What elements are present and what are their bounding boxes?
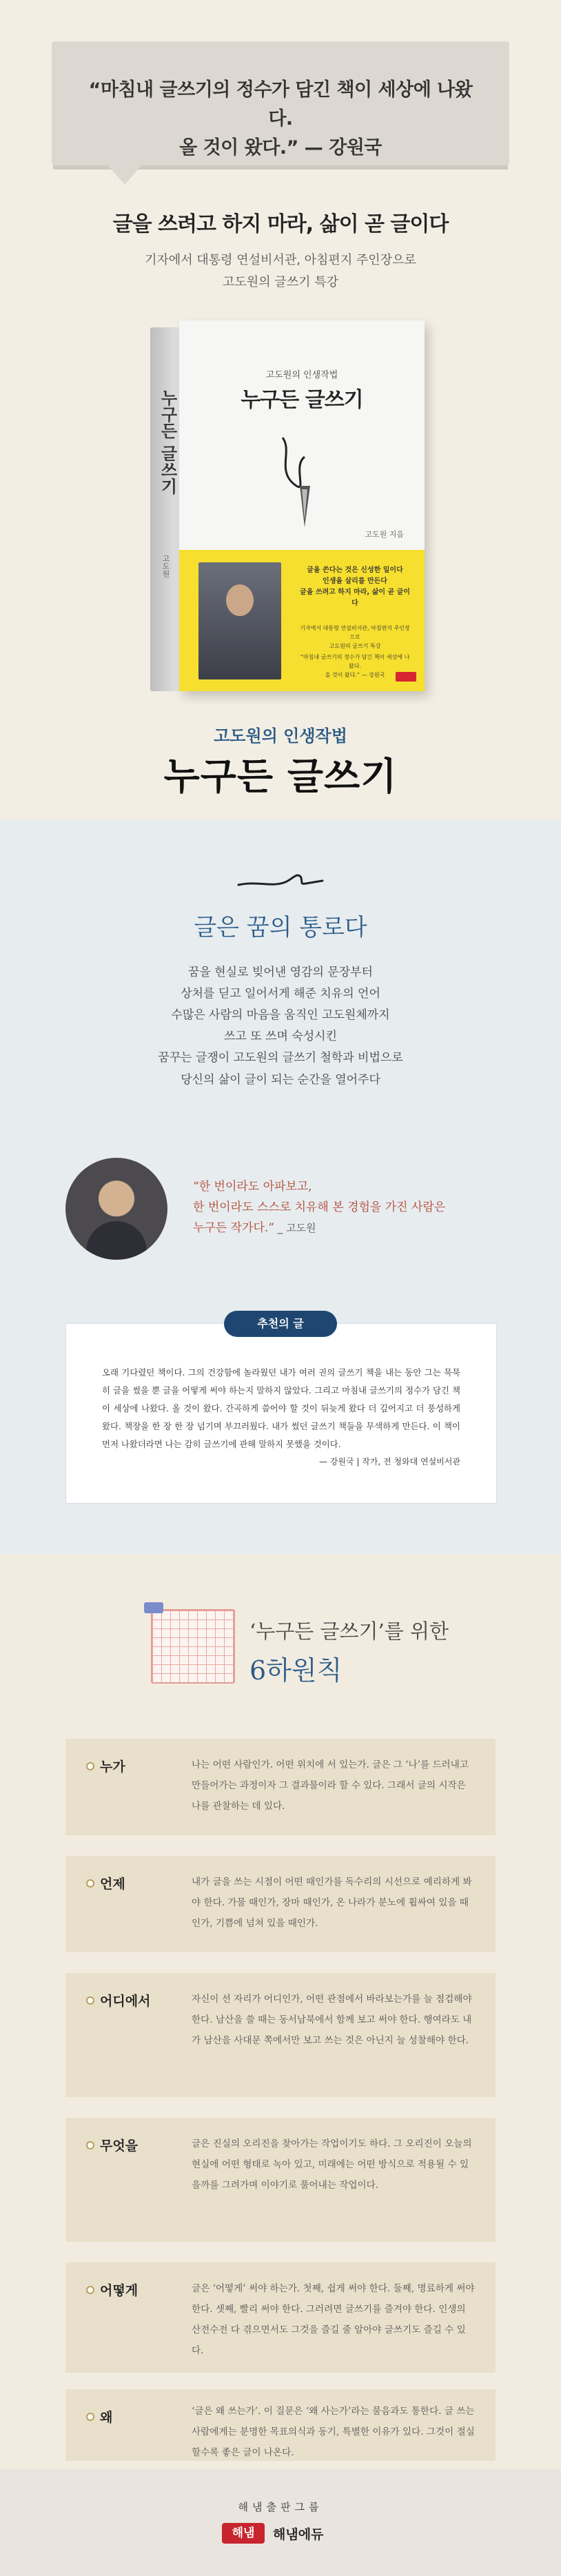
author-quote (65, 1158, 500, 1268)
clip-icon (144, 1602, 163, 1613)
rules-section (0, 1554, 561, 2469)
author-photo (198, 562, 281, 679)
headline-sub-line2: 고도원의 글쓰기 특강 (223, 274, 338, 289)
band-small-line1: 기자에서 대통령 연설비서관, 아침편지 주인장으로 (300, 625, 410, 640)
spine-title: 누구든 글쓰기 (158, 389, 177, 495)
recommendation-card (65, 1323, 497, 1504)
cover-title: 누구든 글쓰기 (241, 388, 363, 412)
hero-section (0, 0, 561, 820)
dream-line: 꿈꾸는 글쟁이 고도원의 글쓰기 철학과 비법으로 (158, 1051, 403, 1065)
rule-text: 내가 글을 쓰는 시점이 어떤 때인가를 독수리의 시선으로 예리하게 봐야 한다. 가물 때인가, 장마 때인가, 온 나라가 분노에 휩싸여 있을 때인가, 기쁨에 넘쳐 있을 때인가. (192, 1877, 472, 1929)
dream-line: 꿈을 현실로 빚어낸 영감의 문장부터 (188, 965, 373, 979)
book-subtitle: 고도원의 인생작법 (214, 726, 347, 746)
rules-title-line2: 6하원칙 (249, 1655, 343, 1686)
rule-text: 글은 ‘어떻게’ 써야 하는가. 첫째, 쉽게 써야 한다. 둘째, 명료하게 써야 한다. 셋째, 빨리 써야 한다. 그러려면 글쓰기를 즐겨야 한다. 인생의 산전수전 다 겪으면서도 그것을 즐길 줄 알아야 글쓰기도 즐길 수 있다. (192, 2283, 475, 2356)
pen-swash-icon (237, 867, 324, 895)
quote-line2: 한 번이라도 스스로 치유해 본 경험을 가진 사람은 (193, 1200, 446, 1214)
recommendation-cite: — 강원국 | 작가, 전 청와대 연설비서관 (318, 1457, 460, 1467)
publisher-group: 해냄출판그룹 (238, 2501, 323, 2513)
band-line2: 인생을 살리를 만든다 (323, 577, 387, 585)
bubble-quote-line2: 올 것이 왔다.” — 강원국 (179, 136, 382, 159)
bullet-icon (86, 2286, 94, 2294)
band-small-line2: 고도원의 글쓰기 특강 (329, 642, 381, 649)
band-line3: 글을 쓰려고 하지 마라, 삶이 곧 글이다 (300, 589, 410, 607)
rule-key-label: 무엇을 (100, 2138, 139, 2154)
haenaem-edu-logo: 해냄에듀 (273, 2527, 324, 2542)
rule-key-label: 어디에서 (100, 1994, 151, 2009)
quote-line3-text: 누구든 작가다.” (193, 1220, 275, 1235)
rule-key (86, 2407, 112, 2426)
fountain-pen-icon (262, 424, 345, 527)
book-cover (179, 320, 425, 691)
dream-body (0, 962, 561, 1091)
book-spine (150, 327, 179, 691)
recommendation-text: 오래 기다렸던 책이다. 그의 건강함에 놀라웠던 내가 여러 권의 글쓰기 책을 내는 동안 그는 묵묵히 글을 썼을 뿐 글을 어떻게 써야 하는지 말하지 않았다. 그리고 마침내 글쓰기의 정수가 담긴 책이 세상에 나왔다. 올 것이 왔다. 간곡하게 쓸어야 할 것이 뒤늦게 왔다 더 깊어지고 더 풍성하게 왔다. 책장을 한 장 한 장 넘기며 부끄러웠다. 내가 썼던 글쓰기 책들을 무색하게 만든다. 이 책이 먼저 나왔더라면 나는 감히 글쓰기에 관해 말하지 못했을 것이다. (102, 1367, 460, 1450)
rule-key (86, 2280, 138, 2299)
bullet-icon (86, 1996, 94, 2005)
recommendation-body (102, 1364, 460, 1471)
bullet-icon (86, 2413, 94, 2421)
bubble-quote-line1: “마침내 글쓰기의 정수가 담긴 책이 세상에 나왔다. (88, 79, 473, 130)
rule-card-why (65, 2389, 496, 2461)
rule-card-how (65, 2262, 496, 2373)
author-portrait (65, 1158, 167, 1260)
spine-author: 고도원 (161, 555, 170, 577)
cover-series: 고도원의 인생작법 (265, 370, 338, 380)
rule-key-label: 왜 (100, 2410, 113, 2425)
rule-text: 글은 진실의 오리진을 찾아가는 작업이기도 하다. 그 오리진이 오늘의 현실에 어떤 형태로 녹아 있고, 미래에는 어떤 방식으로 적용될 수 있을까를 그려가며 이야기로 풀어내는 작업이다. (192, 2138, 472, 2191)
rule-key-label: 누가 (100, 1759, 125, 1775)
recommendation-badge: 추천의 글 (224, 1311, 337, 1337)
dream-line: 쓰고 또 쓰며 숙성시킨 (223, 1030, 337, 1044)
headline: 글을 쓰려고 하지 마라, 삶이 곧 글이다 (112, 212, 449, 236)
rule-key (86, 2136, 138, 2154)
rule-card-who (65, 1739, 496, 1835)
rule-text: 자신이 선 자리가 어디인가, 어떤 관점에서 바라보는가를 늘 점검해야 한다. 남산을 쓸 때는 동서남북에서 함께 보고 써야 한다. 행여라도 내가 남산을 사대문 쪽에서만 보고 쓰는 것은 아닌지 늘 성찰해야 한다. (192, 1994, 472, 2046)
headline-sub (0, 249, 561, 293)
quote-bubble (52, 41, 509, 165)
quote-line3 (193, 1218, 517, 1239)
rule-card-when (65, 1856, 496, 1952)
footer (0, 2469, 561, 2576)
bullet-icon (86, 1879, 94, 1888)
band-line1: 글을 쓴다는 것은 신성한 일이다 (307, 566, 403, 574)
haenaem-logo: 해냄 (222, 2523, 265, 2544)
rule-card-where (65, 1973, 496, 2097)
dream-section (0, 820, 561, 1554)
band-text (298, 565, 412, 609)
quote-cite: _ 고도원 (274, 1221, 316, 1234)
dream-line: 상처를 딛고 일어서게 해준 치유의 언어 (181, 987, 380, 1001)
cover-author: 고도원 지음 (365, 530, 404, 539)
rule-key-label: 언제 (100, 1877, 125, 1892)
bubble-quote (79, 76, 482, 163)
bullet-icon (86, 1762, 94, 1770)
rule-key (86, 1874, 125, 1892)
book-title: 누구든 글쓰기 (163, 755, 398, 798)
grid-paper (151, 1609, 235, 1684)
bullet-icon (86, 2141, 94, 2149)
rule-key-label: 어떻게 (100, 2283, 139, 2298)
publisher-logo-icon (396, 672, 416, 682)
headline-sub-line1: 기자에서 대통령 연설비서관, 아침편지 주인장으로 (145, 253, 416, 267)
band-quote-line2: 올 것이 왔다.” — 강원국 (325, 671, 385, 678)
quote-line1: “한 번이라도 아파보고, (193, 1180, 312, 1194)
rule-text: 나는 어떤 사람인가. 어떤 위치에 서 있는가. 글은 그 ‘나’를 드러내고 만들어가는 과정이자 그 결과물이라 할 수 있다. 그래서 글의 시작은 나를 관찰하는 데 있다. (192, 1759, 469, 1812)
band-quote-line1: “마침내 글쓰기의 정수가 담긴 책이 세상에 나왔다. (300, 654, 410, 669)
dream-title: 글은 꿈의 통로다 (194, 914, 367, 941)
band-small (298, 624, 412, 651)
dream-line: 당신의 삶이 글이 되는 순간을 열어주다 (181, 1072, 380, 1087)
dream-line: 수많은 사람의 마음을 움직인 고도원체까지 (171, 1008, 390, 1023)
rule-key (86, 1757, 125, 1775)
rules-title-line1: ‘누구든 글쓰기’를 위한 (249, 1619, 449, 1643)
rule-key (86, 1991, 150, 2010)
book-image (150, 320, 425, 691)
quote-text (193, 1177, 517, 1238)
cover-band (179, 550, 425, 691)
rule-text: ‘글은 왜 쓰는가’. 이 질문은 ‘왜 사는가’라는 물음과도 통한다. 글 쓰는 사람에게는 분명한 목표의식과 동기, 특별한 이유가 있다. 그것이 절실할수록 좋은 글이 나온다. (192, 2406, 475, 2458)
rule-card-what (65, 2118, 496, 2242)
notebook-icon (141, 1602, 238, 1685)
